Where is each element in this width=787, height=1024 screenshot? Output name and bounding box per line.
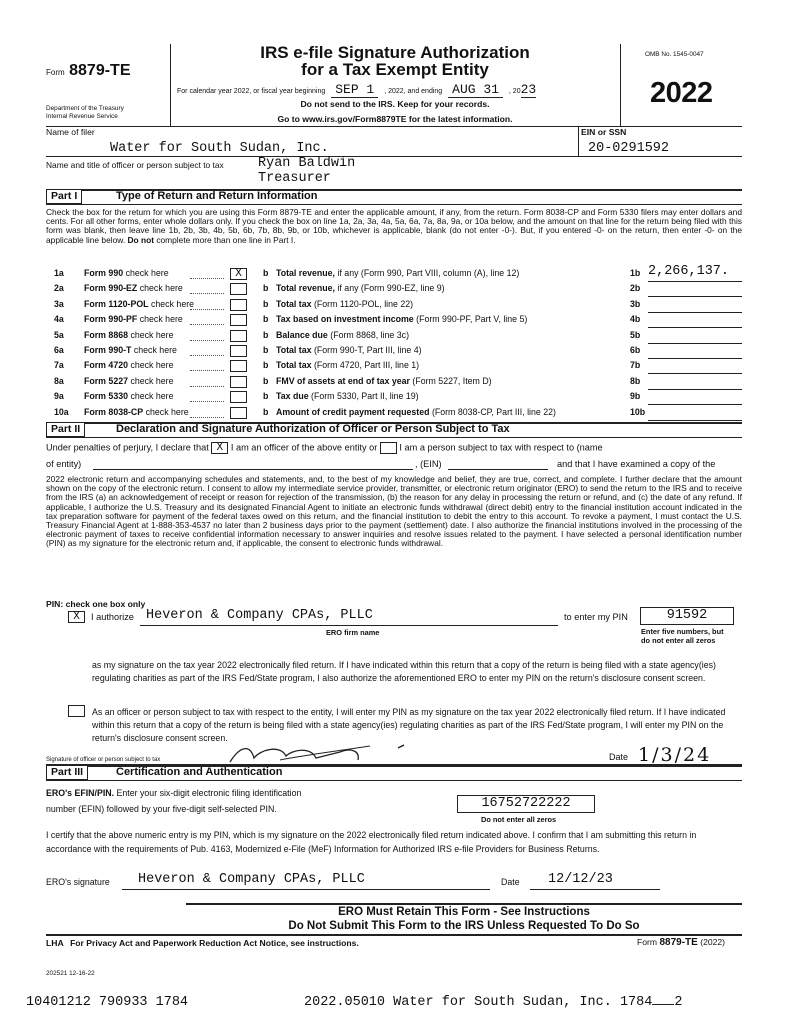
officer-date-field[interactable]: 1/3/24 xyxy=(638,744,712,766)
form-checkbox[interactable] xyxy=(230,407,247,419)
pin-note: Enter five numbers, but do not enter all zeros xyxy=(641,627,724,645)
line-description: Total tax (Form 990-T, Part III, line 4) xyxy=(276,345,422,355)
part1-instructions: Check the box for the return for which you are using this Form 8879-TE and enter the applicable amount, if any, from the return. Form 8038-CP and Form 5330 filers may enter dollars and cents. For all other forms, enter whole dollars only. If you check the box on line 1a, 2a, 3a, 4a, 5a, 6a, 7a, 8a, 9a, or 10a below, and the amount on that line for the return being filed with this form was blank, then leave line 1b, 2b, 3b, 4b, 5b, 6b, 7b, 8b, 9b, or 10b, whichever is applicable, blank (do not enter -0-). But, if you entered -0- on the return, then enter -0- on the applicable line below. Do not complete more than one line in Part I. xyxy=(46,207,742,245)
part3-label: Part III xyxy=(46,765,88,780)
privacy-line: LHA For Privacy Act and Paperwork Reduction Act Notice, see instructions. xyxy=(46,938,359,948)
line-code: 3b xyxy=(630,298,641,309)
pin-heading: PIN: check one box only xyxy=(46,599,146,609)
part1-title: Type of Return and Return Information xyxy=(116,190,318,202)
fiscal-year[interactable]: 23 xyxy=(520,82,537,97)
efin-pin-field[interactable]: 16752722222 xyxy=(457,795,595,813)
part1-label: Part I xyxy=(46,189,82,204)
line-description: Amount of credit payment requested (Form 8038-CP, Part III, line 22) xyxy=(276,406,556,417)
ero-firm-label: ERO firm name xyxy=(326,628,380,637)
line-number: 1a xyxy=(54,268,64,278)
form-checkbox[interactable] xyxy=(230,391,247,403)
line-amount[interactable]: 2,266,137. xyxy=(648,264,730,279)
officer-date-label: Date xyxy=(609,752,629,762)
form-name: Form 1120-POL check here xyxy=(84,298,195,309)
calendar-line: For calendar year 2022, or fiscal year beginning SEP 1 , 2022, and ending AUG 31 , 2023 xyxy=(177,82,537,97)
officer-name: Ryan Baldwin xyxy=(258,156,356,171)
line-description: Tax due (Form 5330, Part II, line 19) xyxy=(276,391,419,402)
line-b-marker: b xyxy=(263,298,269,309)
line-b-marker: b xyxy=(263,391,269,402)
ero-date-label: Date xyxy=(501,877,520,887)
tax-year: 2022 xyxy=(650,77,713,109)
part1-line-row xyxy=(0,391,787,406)
line-b-marker: b xyxy=(263,406,269,417)
to-enter-pin-label: to enter my PIN xyxy=(564,612,628,622)
line-code: 4b xyxy=(630,314,641,325)
line-b-marker: b xyxy=(263,375,269,386)
officer-checkbox[interactable]: X xyxy=(211,442,228,454)
fiscal-end[interactable]: AUG 31 xyxy=(448,82,503,98)
name-of-filer-label: Name of filer xyxy=(46,127,95,137)
part1-line-row xyxy=(0,264,787,283)
form-checkbox[interactable] xyxy=(230,376,247,388)
officer-field[interactable] xyxy=(258,156,355,186)
form-name: Form 5330 check here xyxy=(84,391,174,402)
ein-paren-label: , (EIN) xyxy=(415,459,442,469)
line-b-marker: b xyxy=(263,268,269,278)
line-code: 9b xyxy=(630,391,641,402)
form-name: Form 990 check here xyxy=(84,268,169,278)
line-description: Total tax (Form 1120-POL, line 22) xyxy=(276,298,414,309)
ero-date-field[interactable]: 12/12/23 xyxy=(548,872,613,887)
form-code: 202521 12-16-22 xyxy=(46,970,95,977)
line-number: 2a xyxy=(54,283,64,294)
form-name: Form 8038-CP check here xyxy=(84,406,189,417)
self-enter-pin-checkbox[interactable] xyxy=(68,705,85,717)
line-number: 10a xyxy=(54,406,69,417)
line-code: 8b xyxy=(630,375,641,386)
ero-signature-label: ERO's signature xyxy=(46,877,110,887)
bottom-left-id: 10401212 790933 1784 xyxy=(26,995,189,1010)
line-code: 6b xyxy=(630,345,641,355)
title-line2: for a Tax Exempt Entity xyxy=(301,60,489,79)
line-code: 1b xyxy=(630,268,641,278)
efin-instructions: ERO's EFIN/PIN. Enter your six-digit electronic filing identification number (EFIN) followed by your five-digit self-selected PIN. xyxy=(46,788,302,814)
i-authorize-label: I authorize xyxy=(91,612,134,622)
form-checkbox[interactable] xyxy=(230,330,247,342)
entity-name-field[interactable] xyxy=(93,469,413,470)
part3-title: Certification and Authentication xyxy=(116,766,283,778)
line-description: Total revenue, if any (Form 990-EZ, line 9) xyxy=(276,283,445,294)
part1-line-row xyxy=(0,299,787,314)
bottom-right-id: 2022.05010 Water for South Sudan, Inc. 1784 2 xyxy=(304,995,683,1010)
form-checkbox[interactable] xyxy=(230,314,247,326)
form-number xyxy=(46,62,131,80)
dept-line1: Department of the Treasury xyxy=(46,105,124,112)
form-name: Form 990-T check here xyxy=(84,345,177,355)
person-subject-checkbox[interactable] xyxy=(380,442,397,454)
name-of-filer-field[interactable]: Water for South Sudan, Inc. xyxy=(110,141,329,156)
form-title xyxy=(170,44,620,78)
form-word: Form xyxy=(46,68,65,77)
fiscal-begin[interactable]: SEP 1 xyxy=(331,82,378,98)
form-checkbox[interactable] xyxy=(230,360,247,372)
dept-line2: Internal Revenue Service xyxy=(46,113,118,120)
option2-text: As an officer or person subject to tax with respect to the entity, I will enter my PIN as my signature on the tax year 2022 electronically filed return. If I have indicated within this return that a copy of the return is being filed with a state agency(ies) regulating charities as part of the IRS Fed/State program, I will enter my PIN on the return's disclosure consent screen. xyxy=(92,707,726,743)
option1-text: as my signature on the tax year 2022 electronically filed return. If I have indicated within this return that a copy of the return is being filed with a state agency(ies) regulating charities as part of the IRS Fed/State program, I also authorize the aforementioned ERO to enter my PIN on the return's disclosure consent screen. xyxy=(92,660,716,683)
line-code: 2b xyxy=(630,283,641,294)
form-number-value: 8879-TE xyxy=(69,62,131,79)
form-name: Form 5227 check here xyxy=(84,375,174,386)
form-checkbox[interactable]: X xyxy=(230,268,247,280)
of-entity-label: of entity) xyxy=(46,459,82,469)
form-name: Form 8868 check here xyxy=(84,329,174,340)
line-b-marker: b xyxy=(263,283,269,294)
ein-label: EIN or SSN xyxy=(581,127,627,137)
line-number: 9a xyxy=(54,391,64,402)
officer-signature-label: Signature of officer or person subject to tax xyxy=(46,757,161,763)
part1-line-row xyxy=(0,314,787,329)
part1-line-row xyxy=(0,407,787,422)
line-code: 5b xyxy=(630,329,641,340)
form-checkbox[interactable] xyxy=(230,299,247,311)
officer-signature-image[interactable] xyxy=(220,740,420,766)
line-number: 6a xyxy=(54,345,64,355)
line-description: Balance due (Form 8868, line 3c) xyxy=(276,329,409,340)
ero-signature-field[interactable]: Heveron & Company CPAs, PLLC xyxy=(138,872,365,887)
line-code: 7b xyxy=(630,360,641,371)
part1-line-row xyxy=(0,360,787,375)
part1-line-row xyxy=(0,330,787,345)
line-description: Total revenue, if any (Form 990, Part VIII, column (A), line 12) xyxy=(276,268,520,278)
department xyxy=(46,105,124,121)
form-name: Form 990-EZ check here xyxy=(84,283,183,294)
line-code: 10b xyxy=(630,406,646,417)
line-description: FMV of assets at end of tax year (Form 5227, Item D) xyxy=(276,375,492,386)
officer-label: Name and title of officer or person subject to tax xyxy=(46,160,224,170)
form-reference: Form 8879-TE (2022) xyxy=(637,937,726,948)
ero-authorize-checkbox[interactable]: X xyxy=(68,611,85,623)
line-number: 4a xyxy=(54,314,64,325)
form-checkbox[interactable] xyxy=(230,283,247,295)
line-number: 7a xyxy=(54,360,64,371)
efin-note: Do not enter all zeros xyxy=(481,815,557,824)
line-number: 8a xyxy=(54,375,64,386)
retain-notice: ERO Must Retain This Form - See Instructions Do Not Submit This Form to the IRS Unless Requested To Do So xyxy=(288,906,640,932)
line-description: Total tax (Form 4720, Part III, line 1) xyxy=(276,360,420,371)
declaration-line: Under penalties of perjury, I declare that X I am an officer of the above entity or I am a person subject to tax with respect to (name xyxy=(46,442,603,454)
line-description: Tax based on investment income (Form 990-PF, Part V, line 5) xyxy=(276,314,528,325)
entity-ein-field[interactable] xyxy=(448,469,548,470)
form-name: Form 990-PF check here xyxy=(84,314,183,325)
line-b-marker: b xyxy=(263,329,269,340)
ein-field[interactable]: 20-0291592 xyxy=(588,141,670,156)
ero-firm-name-field[interactable]: Heveron & Company CPAs, PLLC xyxy=(146,608,373,623)
title-line1: IRS e-file Signature Authorization xyxy=(260,43,530,62)
examined-text: and that I have examined a copy of the xyxy=(557,459,716,469)
certification-text: I certify that the above numeric entry is my PIN, which is my signature on the 2022 electronically filed return indicated above. I confirm that I am submitting this return in accordance with the requirements of Pub. 4163, Modernized e-File (MeF) Information for Authorized IRS e-file Providers for Business Returns. xyxy=(46,830,697,854)
line-number: 3a xyxy=(54,298,64,309)
part1-line-row xyxy=(0,345,787,360)
line-b-marker: b xyxy=(263,345,269,355)
part2-label: Part II xyxy=(46,422,85,437)
line-number: 5a xyxy=(54,329,64,340)
website-note: Go to www.irs.gov/Form8879TE for the latest information. xyxy=(277,114,513,124)
officer-pin-field[interactable]: 91592 xyxy=(640,607,734,625)
line-b-marker: b xyxy=(263,360,269,371)
form-name: Form 4720 check here xyxy=(84,360,174,371)
form-checkbox[interactable] xyxy=(230,345,247,357)
omb-number: OMB No. 1545-0047 xyxy=(645,51,704,58)
part1-line-row xyxy=(0,283,787,298)
line-b-marker: b xyxy=(263,314,269,325)
do-not-send-note: Do not send to the IRS. Keep for your records. xyxy=(300,99,490,109)
declaration-paragraph: 2022 electronic return and accompanying schedules and statements, and, to the best of my knowledge and belief, they are true, correct, and complete. I further declare that the amount shown on the copy of the electronic return. I consent to allow my intermediate service provider, transmitter, or electronic return originator (ERO) to send the return to the IRS and to receive from the IRS (a) an acknowledgement of receipt or reason for rejection of the transmission, (b) the reason for any delay in processing the return or refund, and (c) the date of any refund. If applicable, I authorize the U.S. Treasury and its designated Financial Agent to initiate an electronic funds withdrawal (direct debit) entry to the financial institution account indicated in the tax preparation software for payment of the federal taxes owed on this return, and the financial institution to debit the entry to this account. To revoke a payment, I must contact the U.S. Treasury Financial Agent at 1-888-353-4537 no later than 2 business days prior to the payment (settlement) date. I also authorize the financial institutions involved in the processing of the electronic payment of taxes to receive confidential information necessary to answer inquiries and resolve issues related to the payment. I have selected a personal identification number (PIN) as my signature for the electronic return and, if applicable, the consent to electronic funds withdrawal. xyxy=(46,474,742,549)
officer-title: Treasurer xyxy=(258,171,331,186)
part2-title: Declaration and Signature Authorization of Officer or Person Subject to Tax xyxy=(116,423,510,435)
part1-line-row xyxy=(0,376,787,391)
